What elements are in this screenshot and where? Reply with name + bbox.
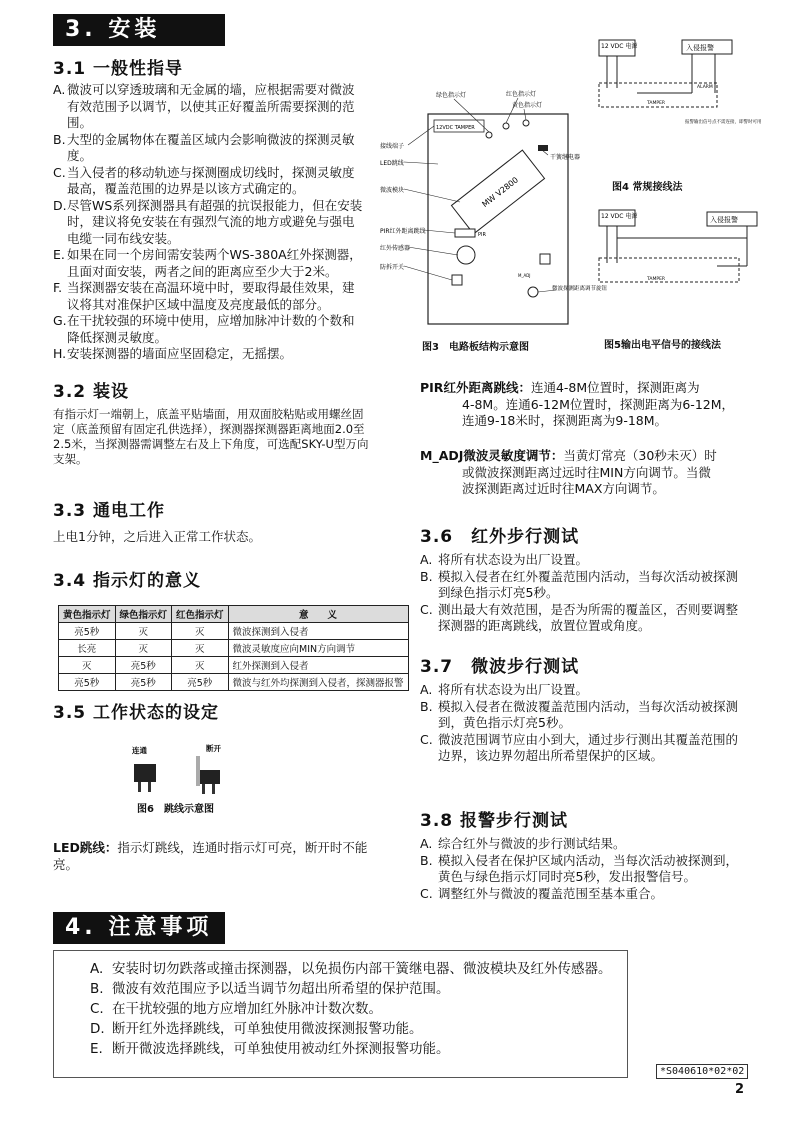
list-item-label: A.	[53, 82, 66, 97]
table-cell: 微波灵敏度应向MIN方向调节	[228, 640, 408, 657]
section-3-2-title: 3.2 装设	[53, 382, 130, 402]
table-header-cell: 红色指示灯	[172, 606, 229, 623]
table-cell: 灭	[115, 623, 172, 640]
tamper-terminal-label: 12VDC TAMPER	[436, 125, 475, 131]
figure-6-caption: 图6 跳线示意图	[137, 804, 214, 815]
level-output-wiring-diagram	[597, 208, 767, 328]
figure-3-circuit-board	[378, 91, 608, 354]
circuit-board-diagram	[378, 91, 608, 354]
list-item-text: 综合红外与微波的步行测试结果。	[438, 836, 626, 851]
table-cell: 灭	[172, 623, 229, 640]
list-item-label: E.	[90, 1041, 103, 1057]
microwave-module-callout: 微波模块	[380, 187, 405, 194]
figure-5-wiring	[597, 208, 767, 328]
section-3-8-title: 3.8 报警步行测试	[420, 811, 569, 831]
section-3-5-title: 3.5 工作状态的设定	[53, 703, 220, 723]
list-item-label: B.	[53, 131, 66, 147]
list-item-label: C.	[420, 885, 433, 901]
list-item	[53, 165, 365, 198]
section-3-3-text: 上电1分钟，之后进入正常工作状态。	[53, 529, 261, 544]
list-item	[90, 979, 615, 999]
jumper-on-label: 连通	[132, 746, 147, 755]
mw-adj-description	[420, 448, 750, 498]
table-header-cell: 绿色指示灯	[115, 606, 172, 623]
table-cell: 亮5秒	[115, 674, 172, 691]
list-item	[420, 699, 742, 732]
table-cell: 灭	[115, 640, 172, 657]
list-item	[420, 552, 742, 569]
table-header-cell: 黄色指示灯	[59, 606, 116, 623]
tamper-switch-callout: 防拆开关	[380, 264, 405, 271]
figure-5-caption: 图5输出电平信号的接线法	[604, 340, 721, 351]
section-3-6-list	[420, 552, 742, 635]
list-item-text: 在干扰较强的地方应增加红外脉冲计数次数。	[112, 1001, 382, 1017]
standard-wiring-diagram	[597, 38, 767, 188]
list-item	[53, 346, 365, 363]
list-item-label: A.	[90, 961, 104, 977]
fig5-panel-label: 入侵报警	[710, 216, 738, 224]
list-item	[90, 1019, 615, 1039]
list-item-label: D.	[90, 1021, 105, 1037]
fig4-power-label: 12 VDC 电源	[601, 43, 638, 50]
pir-jumper-description	[420, 380, 750, 430]
list-item-label: H.	[53, 346, 67, 361]
section-3-3-title: 3.3 通电工作	[53, 501, 166, 521]
table-cell: 亮5秒	[59, 674, 116, 691]
list-item-text: 当入侵者的移动轨迹与探测圈成切线时，探测灵敏度最高，覆盖范围的边界是以该方式确定的。	[67, 164, 355, 196]
fig4-tamper-label: TAMPER	[647, 101, 666, 106]
list-item-text: 尽管WS系列探测器具有超强的抗误报能力，但在安装时，建议将免安装在有强烈气流的地方或避免与强电电缆一同布线安装。	[67, 197, 363, 246]
list-item	[53, 132, 365, 165]
list-item-text: 模拟入侵者在红外覆盖范围内活动，当每次活动被探测到绿色指示灯亮5秒。	[438, 568, 739, 600]
led-jumper-term: LED跳线：	[53, 840, 118, 855]
yellow-led-label: 黄色指示灯	[512, 102, 543, 109]
mw-pot-callout-1: 微波探测距离调节旋钮	[552, 286, 608, 292]
list-item-label: G.	[53, 313, 67, 328]
table-cell: 长亮	[59, 640, 116, 657]
section-3-2-text: 有指示灯一端朝上，底盖平贴墙面，用双面胶粘贴或用螺丝固定（底盖预留有固定孔供选择），探测器探测器距离地面2.0至2.5米，当探测器需调整左右及上下角度，可选配SKY-U型万向支架。	[53, 407, 369, 466]
list-item	[420, 732, 742, 765]
fig5-power-label: 12 VDC 电源	[601, 213, 638, 220]
list-item-text: 将所有状态设为出厂设置。	[438, 682, 589, 697]
table-cell: 亮5秒	[115, 657, 172, 674]
list-item-text: 微波有效范围应予以适当调节勿超出所希望的保护范围。	[112, 981, 450, 997]
fig4-note: 报警输出信号点不需连接，即警时可用	[685, 120, 762, 125]
list-item-label: B.	[420, 852, 433, 868]
table-cell: 微波与红外均探测到入侵者，探测器报警	[228, 674, 408, 691]
mw-adj-line3: 波探测距离过近时往MAX方向调节。	[462, 481, 665, 496]
list-item-label: B.	[420, 698, 433, 714]
table-cell: 亮5秒	[172, 674, 229, 691]
page-number: 2	[735, 1082, 745, 1097]
pir-jumper-term: PIR红外距离跳线：	[420, 380, 531, 395]
indicator-meaning-table	[58, 605, 409, 691]
list-item-label: A.	[420, 836, 433, 851]
list-item-label: C.	[90, 1001, 104, 1017]
pir-jumper-callout: PIR红外距离跳线	[380, 228, 426, 235]
list-item-text: 模拟入侵者在微波覆盖范围内活动，当每次活动被探测到，黄色指示灯亮5秒。	[438, 698, 739, 730]
pir-jumper-line3: 连通9-18米时，探测距离为9-18M。	[462, 413, 668, 428]
list-item	[53, 82, 365, 132]
list-item	[420, 682, 742, 699]
fig5-tamper-label: TAMPER	[647, 277, 666, 282]
section-3-7-title: 3.7 微波步行测试	[420, 657, 580, 677]
list-item	[420, 602, 742, 635]
list-item-label: A.	[420, 552, 433, 567]
section-3-8-list	[420, 836, 742, 902]
section-4-banner: 4. 注意事项	[53, 912, 225, 944]
section-4-notes-box	[53, 950, 628, 1078]
list-item	[420, 836, 742, 853]
list-item-text: 断开红外选择跳线，可单独使用微波探测报警功能。	[112, 1021, 423, 1037]
list-item-text: 微波范围调节应由小到大，通过步行测出其覆盖范围的边界，该边界勿超出所希望保护的区域。	[438, 731, 739, 763]
table-row	[59, 674, 409, 691]
mw-adj-line1: 当黄灯常亮（30秒未灭）时	[563, 448, 717, 463]
mw-adj-small-label: M_ADJ	[518, 273, 531, 278]
red-led-label: 红色指示灯	[506, 91, 537, 98]
fig4-panel-label: 入侵报警	[686, 44, 714, 52]
list-item-label: B.	[90, 981, 104, 997]
document-code: *S040610*02*02	[656, 1064, 748, 1079]
led-jumper-label: LED跳线	[380, 160, 404, 167]
list-item	[420, 569, 742, 602]
list-item-label: C.	[420, 731, 433, 747]
section-3-1-list	[53, 82, 365, 363]
list-item	[53, 247, 365, 280]
green-led-label: 绿色指示灯	[436, 92, 467, 99]
table-cell: 灭	[172, 657, 229, 674]
figure-4-wiring	[597, 38, 767, 188]
list-item-text: 当探测器安装在高温环境中时，要取得最佳效果，建议将其对准保护区域中温度及亮度最低的部分。	[67, 280, 355, 312]
list-item	[90, 1039, 615, 1059]
mw-adj-line2: 或微波探测距离过远时往MIN方向调节。当微	[462, 464, 711, 480]
jumper-off-label: 断开	[206, 744, 221, 753]
terminal-label: 接线端子	[380, 143, 405, 150]
list-item-text: 调整红外与微波的覆盖范围至基本重合。	[438, 885, 664, 901]
table-row	[59, 640, 409, 657]
figure-4-caption: 图4 常规接线法	[612, 182, 683, 193]
figure-3-caption: 图3 电路板结构示意图	[422, 342, 529, 353]
table-row	[59, 623, 409, 640]
table-cell: 红外探测到入侵者	[228, 657, 408, 674]
table-row	[59, 657, 409, 674]
section-3-4-title: 3.4 指示灯的意义	[53, 571, 202, 591]
list-item-label: A.	[420, 682, 433, 697]
list-item	[90, 999, 615, 1019]
pir-jumper-line1: 连通4-8M位置时，探测距离为	[530, 380, 700, 395]
list-item-text: 测出最大有效范围，是否为所需的覆盖区，否则要调整探测器的距离跳线，放置位置或角度。	[438, 601, 739, 633]
section-3-1-title: 3.1 一般性指导	[53, 59, 184, 79]
list-item-text: 安装探测器的墙面应坚固稳定，无摇摆。	[67, 346, 293, 361]
list-item-text: 断开微波选择跳线，可单独使用被动红外探测报警功能。	[112, 1041, 450, 1057]
list-item-label: D.	[53, 197, 67, 213]
list-item	[53, 198, 365, 248]
list-item	[420, 886, 742, 903]
list-item	[90, 959, 615, 979]
list-item-text: 大型的金属物体在覆盖区域内会影响微波的探测灵敏度。	[67, 131, 355, 163]
led-jumper-description	[53, 840, 373, 873]
list-item-text: 微波可以穿透玻璃和无金属的墙，应根据需要对微波有效范围予以调节，以使其正好覆盖所需要探测的范围。	[67, 82, 355, 130]
list-item-text: 在干扰较强的环境中使用，应增加脉冲计数的个数和降低探测灵敏度。	[67, 313, 355, 345]
list-item-label: B.	[420, 568, 433, 584]
list-item-label: F.	[53, 280, 63, 295]
section-3-banner: 3. 安装	[53, 14, 225, 46]
list-item	[420, 853, 742, 886]
list-item-text: 如果在同一个房间需安装两个WS-380A红外探测器，且面对面安装，两者之间的距离应至少大于2米。	[67, 247, 362, 279]
table-cell: 亮5秒	[59, 623, 116, 640]
table-header-cell: 意 义	[228, 606, 408, 623]
list-item-text: 安装时切勿跌落或撞击探测器，以免损伤内部干簧继电器、微波模块及红外传感器。	[112, 961, 612, 977]
list-item-label: C.	[420, 601, 433, 617]
pir-sensor-callout: 红外传感器	[380, 245, 411, 252]
led-jumper-text: 指示灯跳线，连通时指示灯可亮，断开时不能亮。	[53, 840, 368, 872]
table-cell: 灭	[172, 640, 229, 657]
list-item-label: C.	[53, 164, 66, 180]
reed-relay-callout: 干簧继电器	[550, 154, 581, 161]
pir-jumper-line2: 4-8M。连通6-12M位置时，探测距离为6-12M，	[462, 396, 735, 412]
section-3-7-list	[420, 682, 742, 765]
mw-adj-term: M_ADJ微波灵敏度调节：	[420, 448, 564, 463]
list-item-text: 模拟入侵者在保护区域内活动，当每次活动被探测到，黄色与绿色指示灯同时亮5秒，发出报警信号。	[438, 852, 739, 884]
fig4-alarm-label: ALARM	[697, 85, 713, 90]
list-item	[53, 313, 365, 346]
list-item-text: 将所有状态设为出厂设置。	[438, 552, 589, 567]
list-item	[53, 280, 365, 313]
pir-small-label: PIR	[478, 232, 486, 238]
section-3-6-title: 3.6 红外步行测试	[420, 527, 580, 547]
list-item-label: E.	[53, 247, 65, 262]
table-cell: 灭	[59, 657, 116, 674]
microwave-module-label: MW V2800	[480, 175, 520, 210]
table-cell: 微波探测到入侵者	[228, 623, 408, 640]
